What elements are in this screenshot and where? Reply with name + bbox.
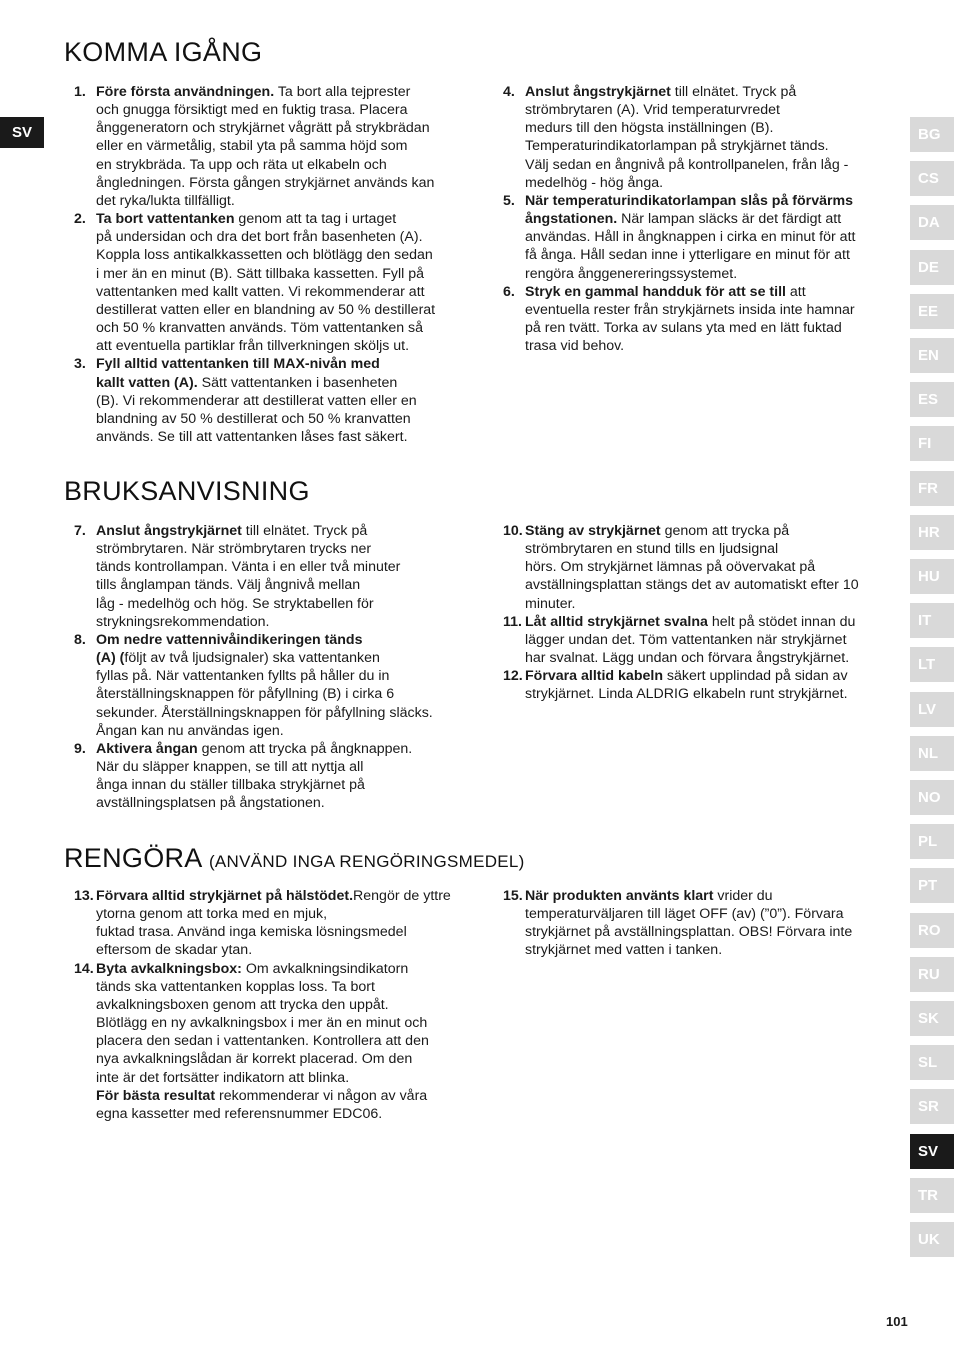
list-item — [64, 522, 456, 631]
item-line: tänds kontrollampan. Vänta i en eller två minuter — [96, 559, 401, 576]
list-item — [493, 667, 885, 703]
item-line: destillerat vatten eller en blandning av 50 % destillerat — [96, 301, 436, 318]
item-bold-lead: Förvara alltid kabeln — [525, 668, 663, 685]
item-text — [96, 84, 434, 209]
item-line: ånga innan du ställer tillbaka strykjärnet på — [96, 777, 365, 794]
item-line: till elnätet. Tryck på — [670, 84, 797, 100]
item-line: vrider du — [713, 888, 773, 904]
item-bold-note: För bästa resultat — [96, 1087, 216, 1104]
item-number: 15. — [503, 888, 523, 904]
item-bold-lead: Före första användningen. — [96, 84, 275, 100]
item-line: lägger undan det. Töm vattentanken när strykjärnet — [525, 631, 847, 648]
list-item — [493, 283, 885, 356]
item-bold-lead: Låt alltid strykjärnet svalna — [525, 613, 708, 630]
language-tab-nl[interactable]: NL — [910, 736, 954, 771]
item-line: egna kassetter med referensnummer EDC06. — [96, 1105, 383, 1122]
list-item — [64, 960, 456, 1123]
list-item — [64, 83, 456, 210]
language-tab-pt[interactable]: PT — [910, 868, 954, 903]
page-number: 101 — [886, 1314, 908, 1329]
language-tab-de[interactable]: DE — [910, 250, 954, 285]
language-tab-ee[interactable]: EE — [910, 294, 954, 329]
item-line: eller en värmetålig, stabil yta på samma höjd som — [96, 138, 408, 155]
item-line: Rengör de yttre ytorna genom att torka med en mjuk, — [96, 888, 451, 923]
language-tab-ru[interactable]: RU — [910, 957, 954, 992]
language-tab-en[interactable]: EN — [910, 338, 954, 373]
language-tab-ro[interactable]: RO — [910, 913, 954, 948]
item-line: på ren tvätt. Torka av sulans yta med en lätt fuktad — [525, 320, 842, 337]
item-line: ånggeneratorn och strykjärnet vågrätt på strykbrädan — [96, 120, 430, 137]
item-line: det ryka/lukta tillfälligt. — [96, 192, 235, 209]
item-line: används. Se till att vattentanken låses fast säkert. — [96, 428, 408, 445]
item-line: Koppla loss antikalkkassetten och blötlägg den sedan — [96, 247, 433, 264]
item-number: 6. — [503, 283, 515, 300]
item-text — [96, 961, 429, 1122]
language-tab-lv[interactable]: LV — [910, 692, 954, 727]
item-line: strykjärnet. Linda ALDRIG elkabeln runt strykjärnet. — [525, 686, 848, 703]
item-line: tills ånglampan tänds. Välj ångnivå mellan — [96, 577, 361, 594]
item-line: strykjärnet på avställningsplattan. OBS! Förvara inte — [525, 924, 853, 941]
item-text — [525, 284, 855, 354]
item-line: När du släpper knappen, se till att nyttja all — [96, 759, 364, 776]
item-number: 13. — [74, 888, 94, 904]
item-bold-lead: Fyll alltid vattentanken till MAX-nivån med — [96, 356, 380, 373]
list-item — [64, 740, 456, 813]
column-cleaning-left — [64, 887, 456, 1123]
item-line: minuter. — [525, 595, 576, 612]
item-line: till elnätet. Tryck på — [241, 523, 368, 539]
item-line: avkalkningsboxen genom att trycka den uppåt. — [96, 996, 389, 1013]
item-line: och gnugga försiktigt med en fuktig trasa. Placera — [96, 102, 408, 119]
item-bold-lead: Stäng av strykjärnet — [525, 523, 661, 539]
item-line: användas. Håll in ångknappen i cirka en minut för att — [525, 229, 856, 246]
item-line: helt på stödet innan du — [707, 613, 856, 630]
item-text — [525, 84, 848, 191]
language-tab-fi[interactable]: FI — [910, 426, 954, 461]
section-title-cleaning — [64, 845, 525, 872]
list-item — [64, 631, 456, 740]
item-line: Ångan kan nu användas igen. — [96, 722, 284, 739]
item-bold-lead: Om nedre vattennivåindikeringen tänds — [96, 631, 363, 648]
language-tab-hr[interactable]: HR — [910, 515, 954, 550]
item-line: strykjärnet med vatten i tanken. — [525, 942, 723, 959]
column-start-left — [64, 83, 456, 446]
item-bold-lead: När temperaturindikatorlampan slås på förvärms — [525, 192, 854, 209]
item-line: Ta bort alla tejprester — [274, 84, 411, 100]
item-text — [96, 888, 451, 958]
item-line: strömbrytaren en stund tills en ljudsignal — [525, 541, 779, 558]
item-line: trasa vid behov. — [525, 338, 625, 355]
list-item — [64, 355, 456, 446]
language-tab-sk[interactable]: SK — [910, 1001, 954, 1036]
item-line: Välj sedan en ångnivå på kontrollpanelen, från låg - — [525, 156, 849, 173]
language-marker-sv: SV — [0, 117, 44, 148]
item-number: 2. — [74, 211, 86, 228]
item-line: fuktad trasa. Använd inga kemiska lösningsmedel — [96, 924, 407, 941]
item-line: blandning av 50 % destillerat och 50 % kranvatten — [96, 410, 411, 427]
language-tab-cs[interactable]: CS — [910, 161, 954, 196]
language-tab-tr[interactable]: TR — [910, 1178, 954, 1213]
item-line: följt av två ljudsignaler) ska vattentanken — [124, 650, 380, 667]
item-line: Sätt vattentanken i basenheten — [197, 374, 398, 391]
language-tab-it[interactable]: IT — [910, 603, 954, 638]
column-usage-left — [64, 522, 456, 813]
item-number: 5. — [503, 192, 515, 209]
item-bold-lead: Ta bort vattentanken — [96, 211, 235, 228]
language-tab-sr[interactable]: SR — [910, 1089, 954, 1124]
item-line: fyllas på. När vattentanken fyllts på håller du in — [96, 668, 390, 685]
item-number: 7. — [74, 523, 86, 539]
list-item — [493, 887, 885, 960]
item-line: rekommenderar vi någon av våra — [215, 1087, 428, 1104]
item-line: nya avkalkningslådan är korrekt placerad. Om den — [96, 1051, 413, 1068]
item-line: strömbrytaren (A). Vrid temperaturvredet — [525, 102, 780, 119]
item-line: strömbrytaren. När strömbrytaren trycks ner — [96, 541, 372, 558]
item-line: hörs. Om strykjärnet lämnas på oövervakat på — [525, 559, 816, 576]
item-line: genom att ta tag i urtaget — [234, 211, 397, 228]
item-bold-lead-2: ångstationen. — [525, 211, 618, 228]
item-line: ångledningen. Första gången strykjärnet används kan — [96, 174, 435, 191]
item-text — [525, 193, 855, 282]
item-line: vattentanken med kallt vatten. Vi rekommenderar att — [96, 283, 425, 300]
item-text — [96, 523, 400, 630]
item-bold-lead: Anslut ångstrykjärnet — [96, 523, 242, 539]
item-line: få ånga. Håll sedan inne i ytterligare en minut för att — [525, 247, 850, 264]
item-bold-lead: Stryk en gammal handduk för att se till — [525, 283, 786, 300]
column-start-right — [493, 83, 885, 355]
item-line: När lampan släcks är det färdigt att — [617, 211, 842, 228]
item-line: att — [785, 283, 806, 300]
language-tab-lt[interactable]: LT — [910, 647, 954, 682]
item-number: 12. — [503, 668, 523, 685]
list-item — [493, 192, 885, 283]
item-line: temperaturväljaren till läget OFF (av) (”0”). Förvara — [525, 906, 844, 923]
item-line: Temperaturindikatorlampan på strykjärnet tänds. — [525, 138, 829, 155]
item-line: placera den sedan i vattentanken. Kontrollera att den — [96, 1033, 429, 1050]
list-item — [64, 887, 456, 960]
item-number: 10. — [503, 523, 523, 539]
item-bold-lead: När produkten använts klart — [525, 888, 714, 904]
item-line: eventuella rester från strykjärnets insida inte hamnar — [525, 301, 855, 318]
item-number: 1. — [74, 84, 86, 100]
item-line: sekunder. Återställningsknappen för påfyllning släcks. — [96, 704, 433, 721]
item-bold-lead: Aktivera ångan — [96, 740, 198, 757]
cleaning-title-sub: (ANVÄND INGA RENGÖRINGSMEDEL) — [208, 852, 525, 871]
item-line: och 50 % kranvatten används. Töm vattentanken så — [96, 320, 424, 337]
column-cleaning-right — [493, 887, 885, 960]
item-line: har svalnat. Lägg undan och förvara ångstrykjärnet. — [525, 650, 850, 667]
language-tab-hu[interactable]: HU — [910, 559, 954, 594]
language-tab-bg[interactable]: BG — [910, 117, 954, 152]
item-bold-lead: Anslut ångstrykjärnet — [525, 84, 671, 100]
item-line: i mer än en minut (B). Sätt tillbaka kassetten. Fyll på — [96, 265, 425, 282]
item-line: säkert upplindad på sidan av — [662, 668, 848, 685]
item-line: strykningsrekommendation. — [96, 613, 270, 630]
item-bold-lead-2: (A) ( — [96, 650, 125, 667]
list-item — [493, 522, 885, 613]
item-text — [96, 211, 435, 354]
item-text — [96, 632, 433, 739]
item-line: eftersom de skadar ytan. — [96, 942, 253, 959]
item-line: rengöra ånggenereringssystemet. — [525, 265, 738, 282]
item-line: genom att trycka på — [660, 523, 790, 539]
language-tab-es[interactable]: ES — [910, 382, 954, 417]
item-line: inte är det fortsätter indikatorn att blinka. — [96, 1069, 350, 1086]
language-tab-pl[interactable]: PL — [910, 824, 954, 859]
item-bold-lead-2: kallt vatten (A). — [96, 374, 198, 391]
item-line: (B). Vi rekommenderar att destillerat vatten eller en — [96, 392, 417, 409]
item-line: att eventuella partiklar från tillverkningen sköljs ut. — [96, 338, 410, 355]
item-line: Om avkalkningsindikatorn — [241, 960, 409, 977]
item-line: återställningsknappen för påfyllning (B) i cirka 6 — [96, 686, 395, 703]
item-line: avställningsplattan stängs det av automatiskt efter 10 — [525, 577, 859, 594]
language-tab-sl[interactable]: SL — [910, 1045, 954, 1080]
column-usage-right — [493, 522, 885, 704]
item-line: på undersidan och dra det bort från basenheten (A). — [96, 229, 423, 246]
list-item — [64, 210, 456, 355]
cleaning-title-main: RENGÖRA — [64, 843, 202, 873]
item-number: 8. — [74, 631, 86, 648]
item-number: 3. — [74, 356, 86, 373]
item-text — [525, 523, 859, 612]
language-tab-uk[interactable]: UK — [910, 1222, 954, 1257]
item-line: en strykbräda. Ta upp och räta ut elkabeln och — [96, 156, 387, 173]
item-text — [96, 741, 412, 811]
item-number: 11. — [503, 613, 522, 630]
item-number: 14. — [74, 960, 94, 977]
item-bold-lead: Byta avkalkningsbox: — [96, 960, 242, 977]
item-number: 4. — [503, 84, 515, 100]
item-line: medelhög - hög ånga. — [525, 174, 664, 191]
language-tab-fr[interactable]: FR — [910, 471, 954, 506]
item-line: tänds ska vattentanken kopplas loss. Ta bort — [96, 978, 375, 995]
language-tab-sv[interactable]: SV — [910, 1134, 954, 1169]
item-text — [525, 888, 852, 958]
item-text — [525, 668, 848, 702]
item-line: avställningsplatsen på ångstationen. — [96, 795, 325, 812]
section-title-start: KOMMA IGÅNG — [64, 37, 263, 67]
item-text — [96, 356, 417, 445]
item-number: 9. — [74, 740, 86, 757]
section-title-usage: BRUKSANVISNING — [64, 476, 310, 506]
item-text — [525, 614, 855, 666]
list-item — [493, 83, 885, 192]
language-tab-da[interactable]: DA — [910, 205, 954, 240]
item-bold-lead: Förvara alltid strykjärnet på hälstödet. — [96, 888, 354, 904]
item-line: låg - medelhög och hög. Se stryktabellen för — [96, 595, 374, 612]
language-tab-no[interactable]: NO — [910, 780, 954, 815]
item-line: medurs till den högsta inställningen (B). — [525, 120, 774, 137]
item-line: genom att trycka på ångknappen. — [197, 740, 413, 757]
list-item — [493, 613, 885, 667]
item-line: Blötlägg en ny avkalkningsbox i mer än en minut och — [96, 1015, 428, 1032]
